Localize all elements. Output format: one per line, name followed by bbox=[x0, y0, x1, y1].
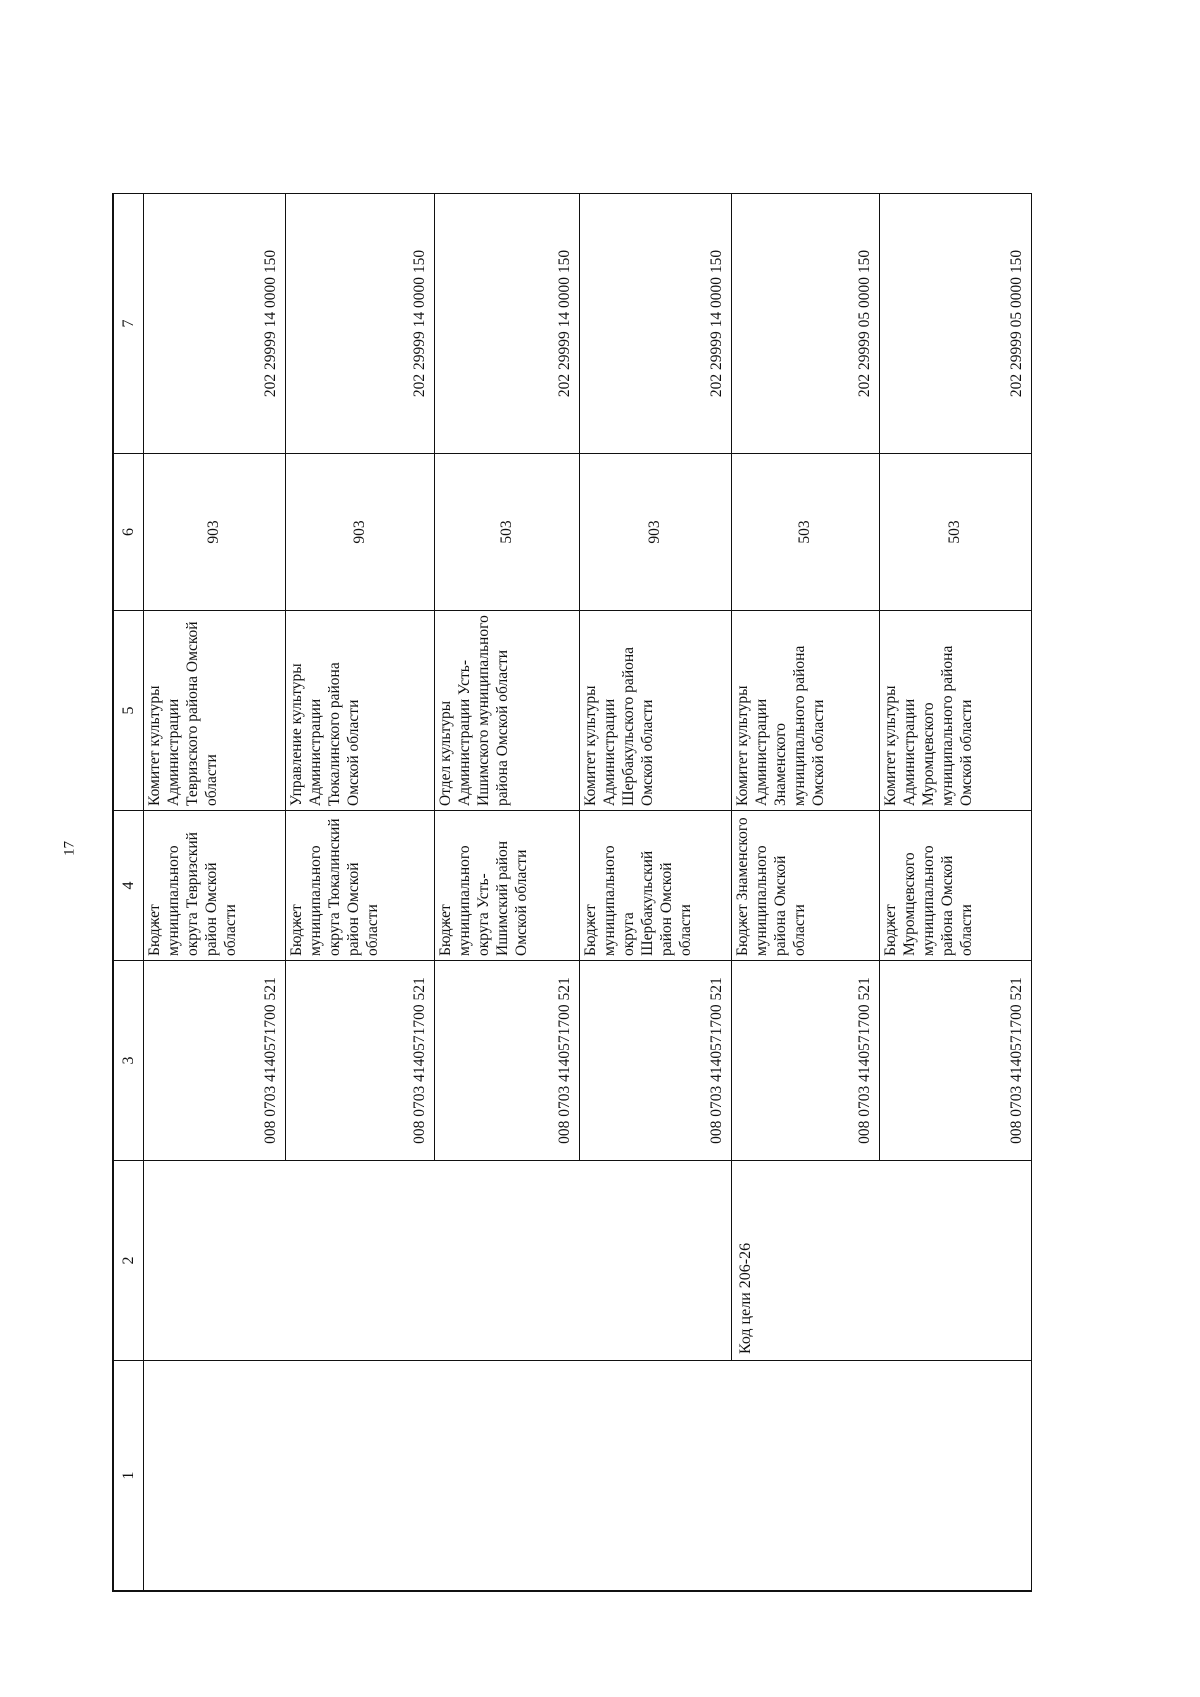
kbk-code: 008 0703 4140571700 521 bbox=[286, 960, 435, 1160]
budget-name: Бюджет муниципального округа Шербакульский район Омской области bbox=[580, 810, 732, 960]
kbk-code: 008 0703 4140571700 521 bbox=[732, 960, 880, 1160]
header-col-6: 6 bbox=[114, 453, 144, 610]
income-code: 202 29999 14 0000 150 bbox=[144, 193, 286, 453]
income-code: 202 29999 14 0000 150 bbox=[286, 193, 435, 453]
income-code: 202 29999 14 0000 150 bbox=[435, 193, 580, 453]
budget-name: Бюджет муниципального округа Усть-Ишимский район Омской области bbox=[435, 810, 580, 960]
kbk-code: 008 0703 4140571700 521 bbox=[880, 960, 1032, 1160]
header-col-2: 2 bbox=[114, 1160, 144, 1360]
page-number: 17 bbox=[61, 841, 78, 856]
recipient-name: Комитет культуры Администрации Тевризского района Омской области bbox=[144, 610, 286, 810]
recipient-name: Комитет культуры Администрации Муромцевского муниципального района Омской области bbox=[880, 610, 1032, 810]
budget-name: Бюджет муниципального округа Тевризский район Омской области bbox=[144, 810, 286, 960]
kbk-code: 008 0703 4140571700 521 bbox=[144, 960, 286, 1160]
header-col-1: 1 bbox=[114, 1360, 144, 1590]
header-col-4: 4 bbox=[114, 810, 144, 960]
col1-empty bbox=[144, 1360, 1032, 1590]
recipient-name: Отдел культуры Администрации Усть-Ишимского муниципального района Омской области bbox=[435, 610, 580, 810]
grbs-code: 503 bbox=[880, 453, 1032, 610]
rotated-table-wrapper bbox=[112, 195, 1058, 1592]
grbs-code: 503 bbox=[435, 453, 580, 610]
income-code: 202 29999 14 0000 150 bbox=[580, 193, 732, 453]
kbk-code: 008 0703 4140571700 521 bbox=[580, 960, 732, 1160]
recipient-name: Управление культуры Администрации Тюкалинского района Омской области bbox=[286, 610, 435, 810]
grbs-code: 903 bbox=[580, 453, 732, 610]
income-code: 202 29999 05 0000 150 bbox=[880, 193, 1032, 453]
budget-name: Бюджет Знаменского муниципального района Омской области bbox=[732, 810, 880, 960]
header-col-5: 5 bbox=[114, 610, 144, 810]
recipient-name: Комитет культуры Администрации Шербакульского района Омской области bbox=[580, 610, 732, 810]
budget-name: Бюджет муниципального округа Тюкалинский район Омской области bbox=[286, 810, 435, 960]
grbs-code: 503 bbox=[732, 453, 880, 610]
allocation-table bbox=[112, 193, 1032, 1592]
kbk-code: 008 0703 4140571700 521 bbox=[435, 960, 580, 1160]
grbs-code: 903 bbox=[286, 453, 435, 610]
recipient-name: Комитет культуры Администрации Знаменского муниципального района Омской области bbox=[732, 610, 880, 810]
budget-name: Бюджет Муромцевского муниципального района Омской области bbox=[880, 810, 1032, 960]
col2-empty bbox=[144, 1160, 732, 1360]
header-col-7: 7 bbox=[114, 193, 144, 453]
grbs-code: 903 bbox=[144, 453, 286, 610]
target-code-label: Код цели 206-26 bbox=[732, 1160, 1032, 1360]
income-code: 202 29999 05 0000 150 bbox=[732, 193, 880, 453]
header-col-3: 3 bbox=[114, 960, 144, 1160]
